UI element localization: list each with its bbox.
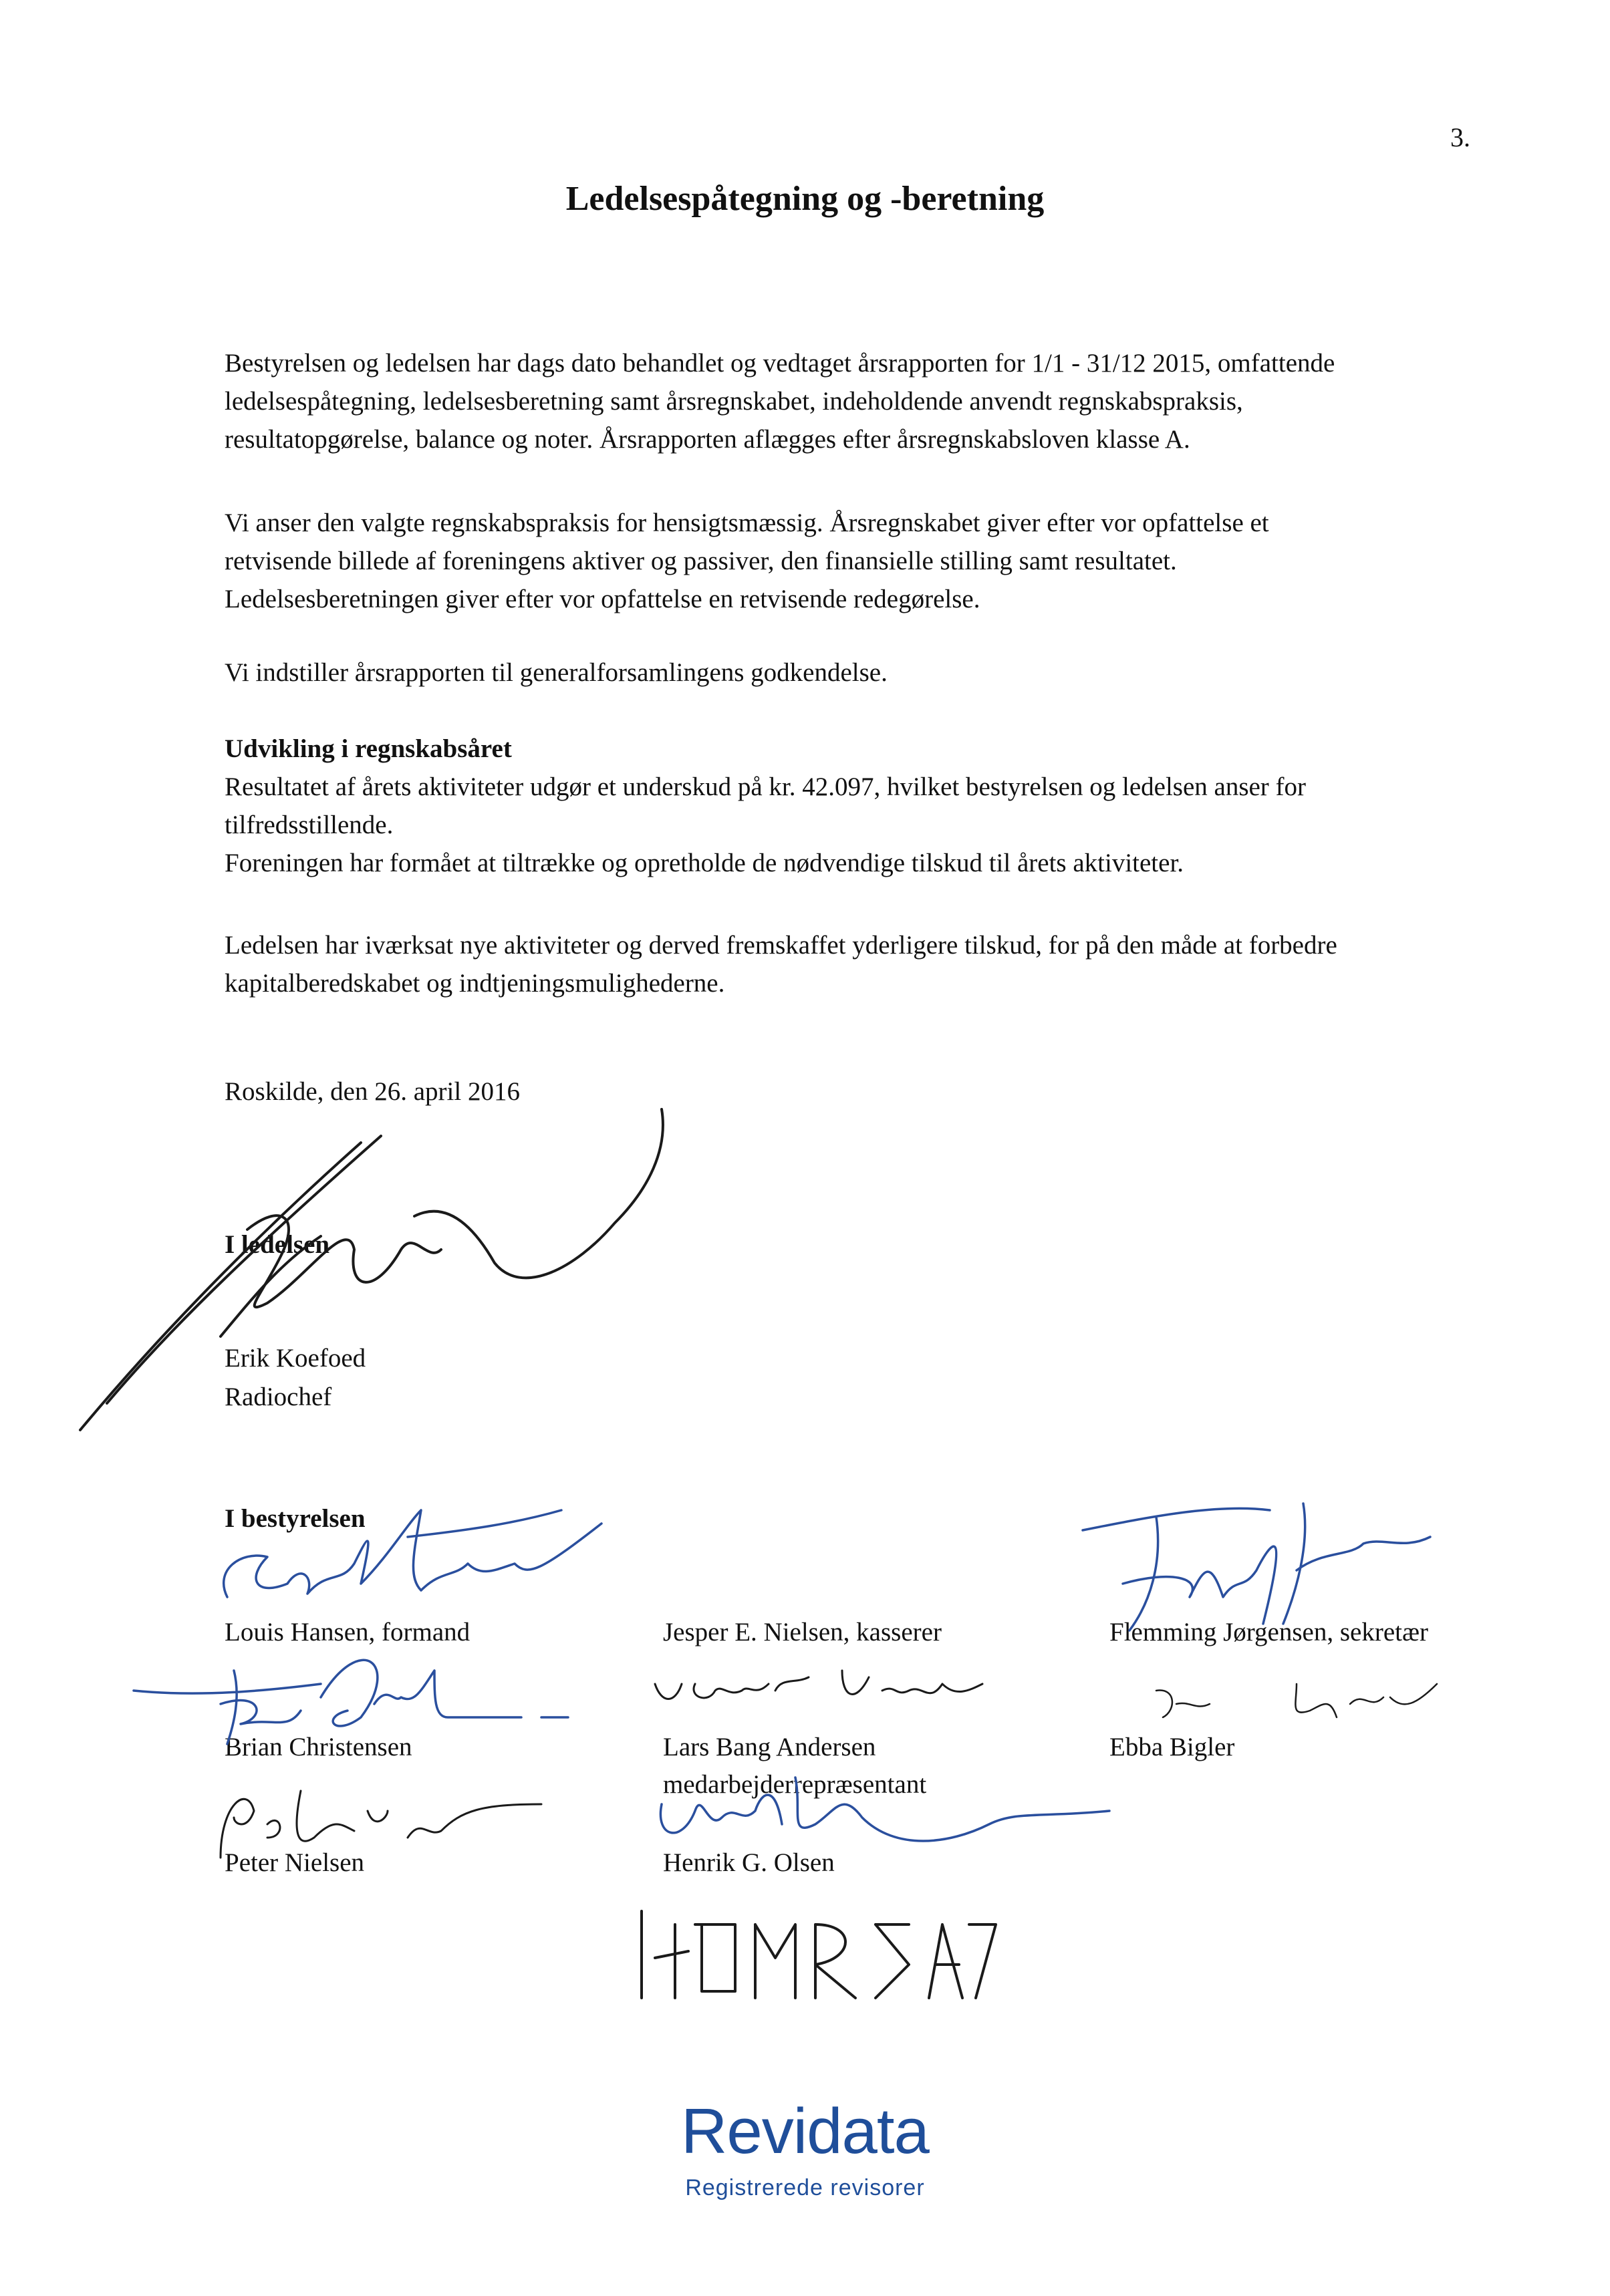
signature-peter-nielsen <box>207 1777 555 1864</box>
management-name: Erik Koefoed <box>225 1344 366 1373</box>
signature-management <box>67 1096 682 1443</box>
signature-brian-christensen <box>120 1644 588 1751</box>
logo-revidata: Revidata <box>681 2096 929 2167</box>
text-line: Bestyrelsen og ledelsen har dags dato behandlet og vedtaget årsrapporten for 1/1 - 31/12 2015, omfattende <box>225 349 1335 378</box>
employee-rep-note: medarbejderrepræsentant <box>663 1770 927 1799</box>
management-role: Radiochef <box>225 1383 332 1411</box>
signature-lars-bang-andersen <box>642 1764 1123 1858</box>
text-line: Vi anser den valgte regnskabspraksis for hensigtsmæssig. Årsregnskabet giver efter vor opfattelse et <box>225 509 1269 537</box>
text-line: ledelsespåtegning, ledelsesberetning samt årsregnskabet, indeholdende anvendt regnskabspraksis, <box>225 387 1243 416</box>
text-line: Foreningen har formået at tiltrække og opretholde de nødvendige tilskud til årets aktiviteter. <box>225 849 1184 877</box>
signature-ebba-bigler <box>1150 1671 1444 1731</box>
place-date: Roskilde, den 26. april 2016 <box>225 1077 520 1106</box>
section-heading: Udvikling i regnskabsåret <box>225 734 512 763</box>
paragraph-outlook <box>225 926 1494 1002</box>
page-number: 3. <box>1450 122 1470 152</box>
text-line: Vi indstiller årsrapporten til generalforsamlingens godkendelse. <box>225 658 888 687</box>
board-member-henrik-olsen: Henrik G. Olsen <box>663 1848 835 1877</box>
paragraph-opinion <box>225 504 1494 618</box>
paragraph-recommendation <box>225 654 1494 692</box>
page-title: Ledelsespåtegning og -beretning <box>565 180 1045 218</box>
board-member-jesper-nielsen: Jesper E. Nielsen, kasserer <box>663 1618 942 1646</box>
text-line: Resultatet af årets aktiviteter udgør et underskud på kr. 42.097, hvilket bestyrelsen og ledelsen anser for <box>225 772 1307 801</box>
handwritten-mark <box>628 1898 1002 2005</box>
logo-tagline: Registrerede revisorer <box>685 2175 925 2200</box>
text-line: tilfredsstillende. <box>225 811 394 839</box>
text-line: resultatopgørelse, balance og noter. Årsrapporten aflægges efter årsregnskabsloven klasse A. <box>225 425 1190 454</box>
text-line: Ledelsen har iværksat nye aktiviteter og derved fremskaffet yderligere tilskud, for på den måde at forbedre <box>225 931 1337 960</box>
board-member-louis-hansen: Louis Hansen, formand <box>225 1618 471 1646</box>
paragraph-approval <box>225 344 1494 458</box>
board-member-flemming-jorgensen: Flemming Jørgensen, sekretær <box>1109 1618 1428 1646</box>
text-line: retvisende billede af foreningens aktiver og passiver, den finansielle stilling samt resultatet. <box>225 547 1177 575</box>
board-heading: I bestyrelsen <box>225 1504 366 1533</box>
board-member-lars-bang-andersen: Lars Bang Andersen <box>663 1733 876 1761</box>
signature-flemming-jorgensen <box>1069 1490 1444 1637</box>
text-line: kapitalberedskabet og indtjeningsmulighederne. <box>225 969 725 998</box>
signature-louis-hansen <box>200 1497 615 1610</box>
signature-jesper-nielsen <box>642 1657 1016 1731</box>
board-member-brian-christensen: Brian Christensen <box>225 1733 412 1761</box>
management-heading: I ledelsen <box>225 1230 330 1259</box>
text-line: Ledelsesberetningen giver efter vor opfattelse en retvisende redegørelse. <box>225 585 980 613</box>
board-member-ebba-bigler: Ebba Bigler <box>1109 1733 1235 1761</box>
board-member-peter-nielsen: Peter Nielsen <box>225 1848 365 1877</box>
development-section <box>225 730 1494 882</box>
